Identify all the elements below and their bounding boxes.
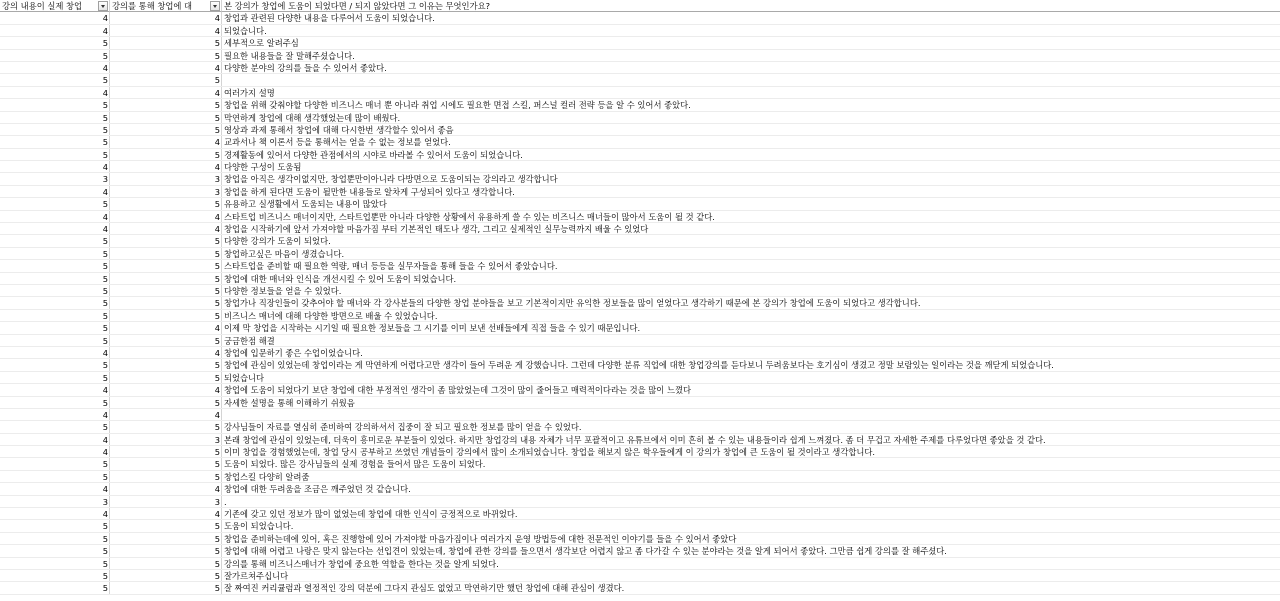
score-content-cell[interactable]: 5	[0, 37, 110, 49]
score-content-cell[interactable]: 5	[0, 297, 110, 309]
table-row	[0, 99, 1280, 111]
score-content-cell[interactable]: 5	[0, 235, 110, 247]
table-row	[0, 533, 1280, 545]
table-row	[0, 37, 1280, 49]
score-help-cell[interactable]: 5	[110, 533, 222, 545]
reason-text-cell[interactable]: 다양한 강의가 도움이 되었다.	[224, 236, 331, 247]
column-header-3[interactable]	[222, 0, 1280, 12]
score-help-cell[interactable]: 5	[110, 198, 222, 210]
score-content-cell[interactable]: 5	[0, 397, 110, 409]
table-row	[0, 136, 1280, 148]
table-row	[0, 62, 1280, 74]
score-help-cell[interactable]: 4	[110, 62, 222, 74]
table-row	[0, 235, 1280, 247]
score-help-cell[interactable]: 5	[110, 260, 222, 272]
score-content-cell[interactable]: 4	[0, 87, 110, 99]
column-header-label: 강의 내용이 실제 창업	[2, 1, 83, 11]
reason-text-cell[interactable]: 도움이 되었습니다.	[224, 521, 294, 532]
table-row	[0, 421, 1280, 433]
table-row	[0, 87, 1280, 99]
score-content-cell[interactable]: 5	[0, 458, 110, 470]
table-row	[0, 149, 1280, 161]
column-header-2[interactable]	[110, 0, 222, 12]
table-row	[0, 186, 1280, 198]
score-content-cell[interactable]: 3	[0, 496, 110, 508]
table-row	[0, 397, 1280, 409]
table-row	[0, 582, 1280, 594]
score-content-cell[interactable]: 4	[0, 186, 110, 198]
reason-text-cell[interactable]: 이미 창업을 경험했었는데, 창업 당시 공부하고 쓰였던 개념들이 강의에서 많이 소개되었습니다. 창업을 해보지 않은 학우들에게 이 강의가 창업에 큰 도움이 될 것이라고 생각합니다.	[224, 447, 876, 458]
column-header-1[interactable]	[0, 0, 110, 12]
score-content-cell[interactable]: 4	[0, 347, 110, 359]
score-help-cell[interactable]: 4	[110, 409, 222, 421]
table-row	[0, 359, 1280, 371]
score-content-cell[interactable]: 4	[0, 409, 110, 421]
score-content-cell[interactable]: 5	[0, 136, 110, 148]
score-help-cell[interactable]: 5	[110, 520, 222, 532]
reason-text-cell[interactable]: 영상과 과제 통해서 창업에 대해 다시한번 생각할수 있어서 좋음	[224, 124, 454, 135]
reason-text-cell[interactable]: 창업을 아직은 생각이없지만, 창업뿐만이아니라 다방면으로 도움이되는 강의라고 생각합니다	[224, 174, 558, 185]
reason-text-cell[interactable]: 스타트업을 준비할 때 필요한 역량, 매너 등등을 실무자들을 통해 들을 수 있어서 좋았습니다.	[224, 261, 558, 272]
table-row	[0, 458, 1280, 470]
reason-text-cell[interactable]: 창업에 대한 매너와 인식을 개선시킬 수 있어 도움이 되었습니다.	[224, 273, 457, 284]
score-content-cell[interactable]: 5	[0, 545, 110, 557]
reason-text-cell[interactable]: 창업을 하게 된다면 도움이 될만한 내용들로 알차게 구성되어 있다고 생각합니다.	[224, 186, 515, 197]
reason-text-cell[interactable]: 창업스킬 다양히 알려줌	[224, 471, 310, 482]
table-row	[0, 12, 1280, 24]
table-row	[0, 372, 1280, 384]
score-help-cell[interactable]: 5	[110, 235, 222, 247]
table-row	[0, 260, 1280, 272]
table-row	[0, 198, 1280, 210]
reason-text-cell[interactable]: 창업과 관련된 다양한 내용을 다루어서 도움이 되었습니다.	[224, 13, 435, 24]
score-help-cell[interactable]: 5	[110, 372, 222, 384]
table-row	[0, 434, 1280, 446]
score-help-cell[interactable]: 5	[110, 273, 222, 285]
reason-text-cell[interactable]: 도움이 되었다. 많은 강사님들의 실제 경험을 들어서 많은 도움이 되었다.	[224, 459, 486, 470]
table-row	[0, 273, 1280, 285]
score-content-cell[interactable]: 3	[0, 173, 110, 185]
score-help-cell[interactable]: 3	[110, 186, 222, 198]
table-row	[0, 74, 1280, 86]
table-row	[0, 223, 1280, 235]
table-row	[0, 310, 1280, 322]
score-content-cell[interactable]: 4	[0, 434, 110, 446]
score-content-cell[interactable]: 5	[0, 149, 110, 161]
reason-text-cell[interactable]: 창업에 도움이 되었다기 보단 창업에 대한 부정적인 생각이 좀 많았었는데 그것이 많이 줄어들고 매력적이다라는 것을 많이 느꼈다	[224, 385, 691, 396]
score-help-cell[interactable]: 5	[110, 112, 222, 124]
table-row	[0, 322, 1280, 334]
score-content-cell[interactable]: 5	[0, 124, 110, 136]
column-header-label: 본 강의가 창업에 도움이 되었다면 / 되지 않았다면 그 이유는 무엇인가요?	[224, 1, 491, 11]
row-gridline	[0, 594, 1280, 595]
score-content-cell[interactable]: 5	[0, 273, 110, 285]
score-content-cell[interactable]: 4	[0, 446, 110, 458]
table-row	[0, 124, 1280, 136]
score-help-cell[interactable]: 4	[110, 161, 222, 173]
score-help-cell[interactable]: 4	[110, 223, 222, 235]
score-help-cell[interactable]: 5	[110, 297, 222, 309]
score-help-cell[interactable]: 5	[110, 248, 222, 260]
table-row	[0, 545, 1280, 557]
score-content-cell[interactable]: 5	[0, 74, 110, 86]
table-row	[0, 483, 1280, 495]
score-help-cell[interactable]: 5	[110, 582, 222, 594]
score-content-cell[interactable]: 4	[0, 223, 110, 235]
score-content-cell[interactable]: 5	[0, 471, 110, 483]
reason-text-cell[interactable]: 창업가나 직장인들이 갖추어야 할 매너와 각 강사분들의 다양한 창업 분야들을 보고 기본적이지만 유익한 정보들을 많이 얻었다고 생각하기 때문에 본 강의가 창업에 도움이 되었다고 생각합니다.	[224, 298, 921, 309]
reason-text-cell[interactable]: 여러가지 설명	[224, 87, 275, 98]
score-help-cell[interactable]: 3	[110, 173, 222, 185]
table-row	[0, 409, 1280, 421]
reason-text-cell[interactable]: 다양한 분야의 강의를 들을 수 있어서 좋았다.	[224, 62, 387, 73]
score-help-cell[interactable]: 5	[110, 545, 222, 557]
table-row	[0, 558, 1280, 570]
score-help-cell[interactable]: 4	[110, 25, 222, 37]
reason-text-cell[interactable]: 이제 막 창업을 시작하는 시기일 때 필요한 정보들을 그 시기를 이미 보낸 선배들에게 직접 들을 수 있기 때문입니다.	[224, 323, 641, 334]
reason-text-cell[interactable]: 유용하고 실생활에서 도움되는 내용이 많았다	[224, 199, 387, 210]
score-content-cell[interactable]: 5	[0, 533, 110, 545]
filter-dropdown-icon[interactable]	[210, 1, 220, 11]
score-content-cell[interactable]: 4	[0, 508, 110, 520]
score-help-cell[interactable]: 3	[110, 496, 222, 508]
table-row	[0, 471, 1280, 483]
reason-text-cell[interactable]: 잘 짜여진 커리큘럼과 열정적인 강의 덕분에 그다지 관심도 없었고 막연하기만 했던 창업에 대해 관심이 생겼다.	[224, 583, 625, 594]
table-row	[0, 161, 1280, 173]
table-body	[0, 12, 1280, 594]
table-row	[0, 50, 1280, 62]
score-help-cell[interactable]: 5	[110, 149, 222, 161]
reason-text-cell[interactable]: 강의를 통해 비즈니스매너가 창업에 중요한 역할을 한다는 것을 알게 되었다.	[224, 558, 499, 569]
score-help-cell[interactable]: 5	[110, 37, 222, 49]
table-row	[0, 25, 1280, 37]
score-content-cell[interactable]: 4	[0, 161, 110, 173]
score-content-cell[interactable]: 5	[0, 322, 110, 334]
reason-text-cell[interactable]: 경제활동에 있어서 다양한 관점에서의 시야로 바라볼 수 있어서 도움이 되었습니다.	[224, 149, 523, 160]
score-help-cell[interactable]: 5	[110, 397, 222, 409]
reason-text-cell[interactable]: 강사님들이 자료를 열심히 준비하여 강의하셔서 집중이 잘 되고 필요한 정보를 많이 얻을 수 있었다.	[224, 422, 582, 433]
score-help-cell[interactable]: 5	[110, 124, 222, 136]
reason-text-cell[interactable]: 창업에 관심이 있었는데 창업이라는 게 막연하게 어렵다고만 생각이 들어 두려운 게 강했습니다. 그런데 다양한 분류 직업에 대한 창업강의를 듣다보니 두려움보다는 호기심이 생겼고 정말 보람있는 일이라는 것을 깨닫게 되었습니다.	[224, 360, 1054, 371]
score-help-cell[interactable]: 4	[110, 508, 222, 520]
score-content-cell[interactable]: 5	[0, 570, 110, 582]
reason-text-cell[interactable]: .	[224, 496, 227, 507]
reason-text-cell[interactable]: 필요한 내용들을 잘 말해주셨습니다.	[224, 50, 355, 61]
table-row	[0, 285, 1280, 297]
score-help-cell[interactable]: 5	[110, 99, 222, 111]
reason-text-cell[interactable]: 창업에 대해 어렵고 나랑은 맞지 않는다는 선입견이 있었는데, 창업에 관한 강의를 들으면서 생각보단 어렵지 않고 좀 다가갈 수 있는 분야라는 것을 알게 되어서 좋았다. 그만큼 쉽게 강의를 잘 해주셨다.	[224, 546, 947, 557]
score-content-cell[interactable]: 5	[0, 112, 110, 124]
table-row	[0, 112, 1280, 124]
score-content-cell[interactable]: 5	[0, 372, 110, 384]
score-content-cell[interactable]: 5	[0, 310, 110, 322]
table-row	[0, 508, 1280, 520]
reason-text-cell[interactable]: 스타트업 비즈니스 매너이지만, 스타트업뿐만 아니라 다양한 상황에서 유용하게 쓸 수 있는 비즈니스 매너들이 많아서 도움이 될 것 같다.	[224, 211, 715, 222]
score-content-cell[interactable]: 5	[0, 248, 110, 260]
score-content-cell[interactable]: 5	[0, 99, 110, 111]
table-row	[0, 520, 1280, 532]
score-content-cell[interactable]: 5	[0, 421, 110, 433]
score-help-cell[interactable]: 4	[110, 87, 222, 99]
filter-dropdown-icon[interactable]	[98, 1, 108, 11]
score-content-cell[interactable]: 5	[0, 520, 110, 532]
table-row	[0, 173, 1280, 185]
score-content-cell[interactable]: 5	[0, 50, 110, 62]
table-row	[0, 446, 1280, 458]
score-content-cell[interactable]: 5	[0, 260, 110, 272]
reason-text-cell[interactable]: 창업에 대한 두려움을 조금은 깨주었던 것 같습니다.	[224, 484, 411, 495]
score-help-cell[interactable]: 5	[110, 421, 222, 433]
score-help-cell[interactable]: 4	[110, 136, 222, 148]
score-content-cell[interactable]: 4	[0, 25, 110, 37]
table-row	[0, 335, 1280, 347]
reason-text-cell[interactable]: 막연하게 창업에 대해 생각했었는데 많이 배웠다.	[224, 112, 401, 123]
score-help-cell[interactable]: 5	[110, 285, 222, 297]
reason-text-cell[interactable]: 창업을 시작하기에 앞서 가져야할 마음가짐 부터 기본적인 태도나 생각, 그리고 실제적인 실무능력까지 배울 수 있었다	[224, 224, 649, 235]
score-help-cell[interactable]: 5	[110, 310, 222, 322]
reason-text-cell[interactable]: 다양한 구성이 도움됨	[224, 162, 302, 173]
score-help-cell[interactable]: 3	[110, 434, 222, 446]
score-content-cell[interactable]: 5	[0, 359, 110, 371]
table-row	[0, 496, 1280, 508]
score-content-cell[interactable]: 5	[0, 198, 110, 210]
reason-text-cell[interactable]: 되었습니다.	[224, 25, 267, 36]
score-content-cell[interactable]: 5	[0, 558, 110, 570]
table-row	[0, 211, 1280, 223]
table-row	[0, 347, 1280, 359]
reason-text-cell[interactable]: 다양한 정보들을 얻을 수 있었다.	[224, 285, 342, 296]
table-row	[0, 297, 1280, 309]
reason-text-cell[interactable]: 궁금한점 해결	[224, 335, 275, 346]
score-help-cell[interactable]: 5	[110, 50, 222, 62]
score-content-cell[interactable]: 4	[0, 384, 110, 396]
reason-text-cell[interactable]: 본래 창업에 관심이 있었는데, 더욱이 흥미로운 부분들이 있었다. 하지만 창업강의 내용 자체가 너무 포괄적이고 유튜브에서 이미 흔히 볼 수 있는 내용들이라 쉽게 느껴졌다. 좀 더 무겁고 자세한 주제를 다루었다면 좋았을 것 같다.	[224, 434, 1046, 445]
score-content-cell[interactable]: 4	[0, 62, 110, 74]
score-content-cell[interactable]: 5	[0, 582, 110, 594]
score-help-cell[interactable]: 4	[110, 384, 222, 396]
score-help-cell[interactable]: 5	[110, 74, 222, 86]
score-help-cell[interactable]: 5	[110, 471, 222, 483]
score-content-cell[interactable]: 5	[0, 285, 110, 297]
reason-text-cell[interactable]: 교과서나 책 이론서 등을 통해서는 얻을 수 없는 정보를 얻었다.	[224, 137, 451, 148]
score-content-cell[interactable]: 4	[0, 12, 110, 24]
table-row	[0, 384, 1280, 396]
reason-text-cell[interactable]: 창업을 준비하는데에 있어, 혹은 진행함에 있어 가져야할 마음가짐이나 여러가지 운영 방법등에 대한 전문적인 이야기를 들을 수 있어서 좋았다	[224, 533, 737, 544]
score-help-cell[interactable]: 5	[110, 570, 222, 582]
reason-text-cell[interactable]: 기존에 갖고 있던 정보가 많이 없었는데 창업에 대한 인식이 긍정적으로 바뀌었다.	[224, 509, 518, 520]
header-row	[0, 0, 1280, 12]
score-help-cell[interactable]: 5	[110, 558, 222, 570]
reason-text-cell[interactable]: 잘가르쳐주십니다	[224, 570, 289, 581]
score-help-cell[interactable]: 5	[110, 359, 222, 371]
reason-text-cell[interactable]: 창업에 입문하기 좋은 수업이었습니다.	[224, 347, 363, 358]
reason-text-cell[interactable]: 비즈니스 매너에 대해 다양한 방면으로 배울 수 있었습니다.	[224, 310, 438, 321]
score-help-cell[interactable]: 4	[110, 483, 222, 495]
reason-text-cell[interactable]: 세부적으로 알려주심	[224, 38, 299, 49]
score-help-cell[interactable]: 4	[110, 322, 222, 334]
table-row	[0, 570, 1280, 582]
score-content-cell[interactable]: 4	[0, 483, 110, 495]
score-help-cell[interactable]: 4	[110, 12, 222, 24]
score-content-cell[interactable]: 5	[0, 335, 110, 347]
reason-text-cell[interactable]: 되었습니다	[224, 372, 265, 383]
reason-text-cell[interactable]: 창업을 위해 갖춰야할 다양한 비즈니스 매너 뿐 아니라 취업 시에도 필요한 면접 스킬, 퍼스널 컬러 전략 등을 알 수 있어서 좋았다.	[224, 100, 691, 111]
score-help-cell[interactable]: 5	[110, 458, 222, 470]
table-row	[0, 248, 1280, 260]
score-help-cell[interactable]: 5	[110, 446, 222, 458]
score-help-cell[interactable]: 4	[110, 211, 222, 223]
score-help-cell[interactable]: 4	[110, 347, 222, 359]
score-content-cell[interactable]: 4	[0, 211, 110, 223]
reason-text-cell[interactable]: 창업하고싶은 마음이 생겼습니다.	[224, 248, 345, 259]
reason-text-cell[interactable]: 자세한 설명을 통해 이해하기 쉬웠음	[224, 397, 355, 408]
score-help-cell[interactable]: 5	[110, 335, 222, 347]
column-header-label: 강의를 통해 창업에 대	[112, 1, 193, 11]
